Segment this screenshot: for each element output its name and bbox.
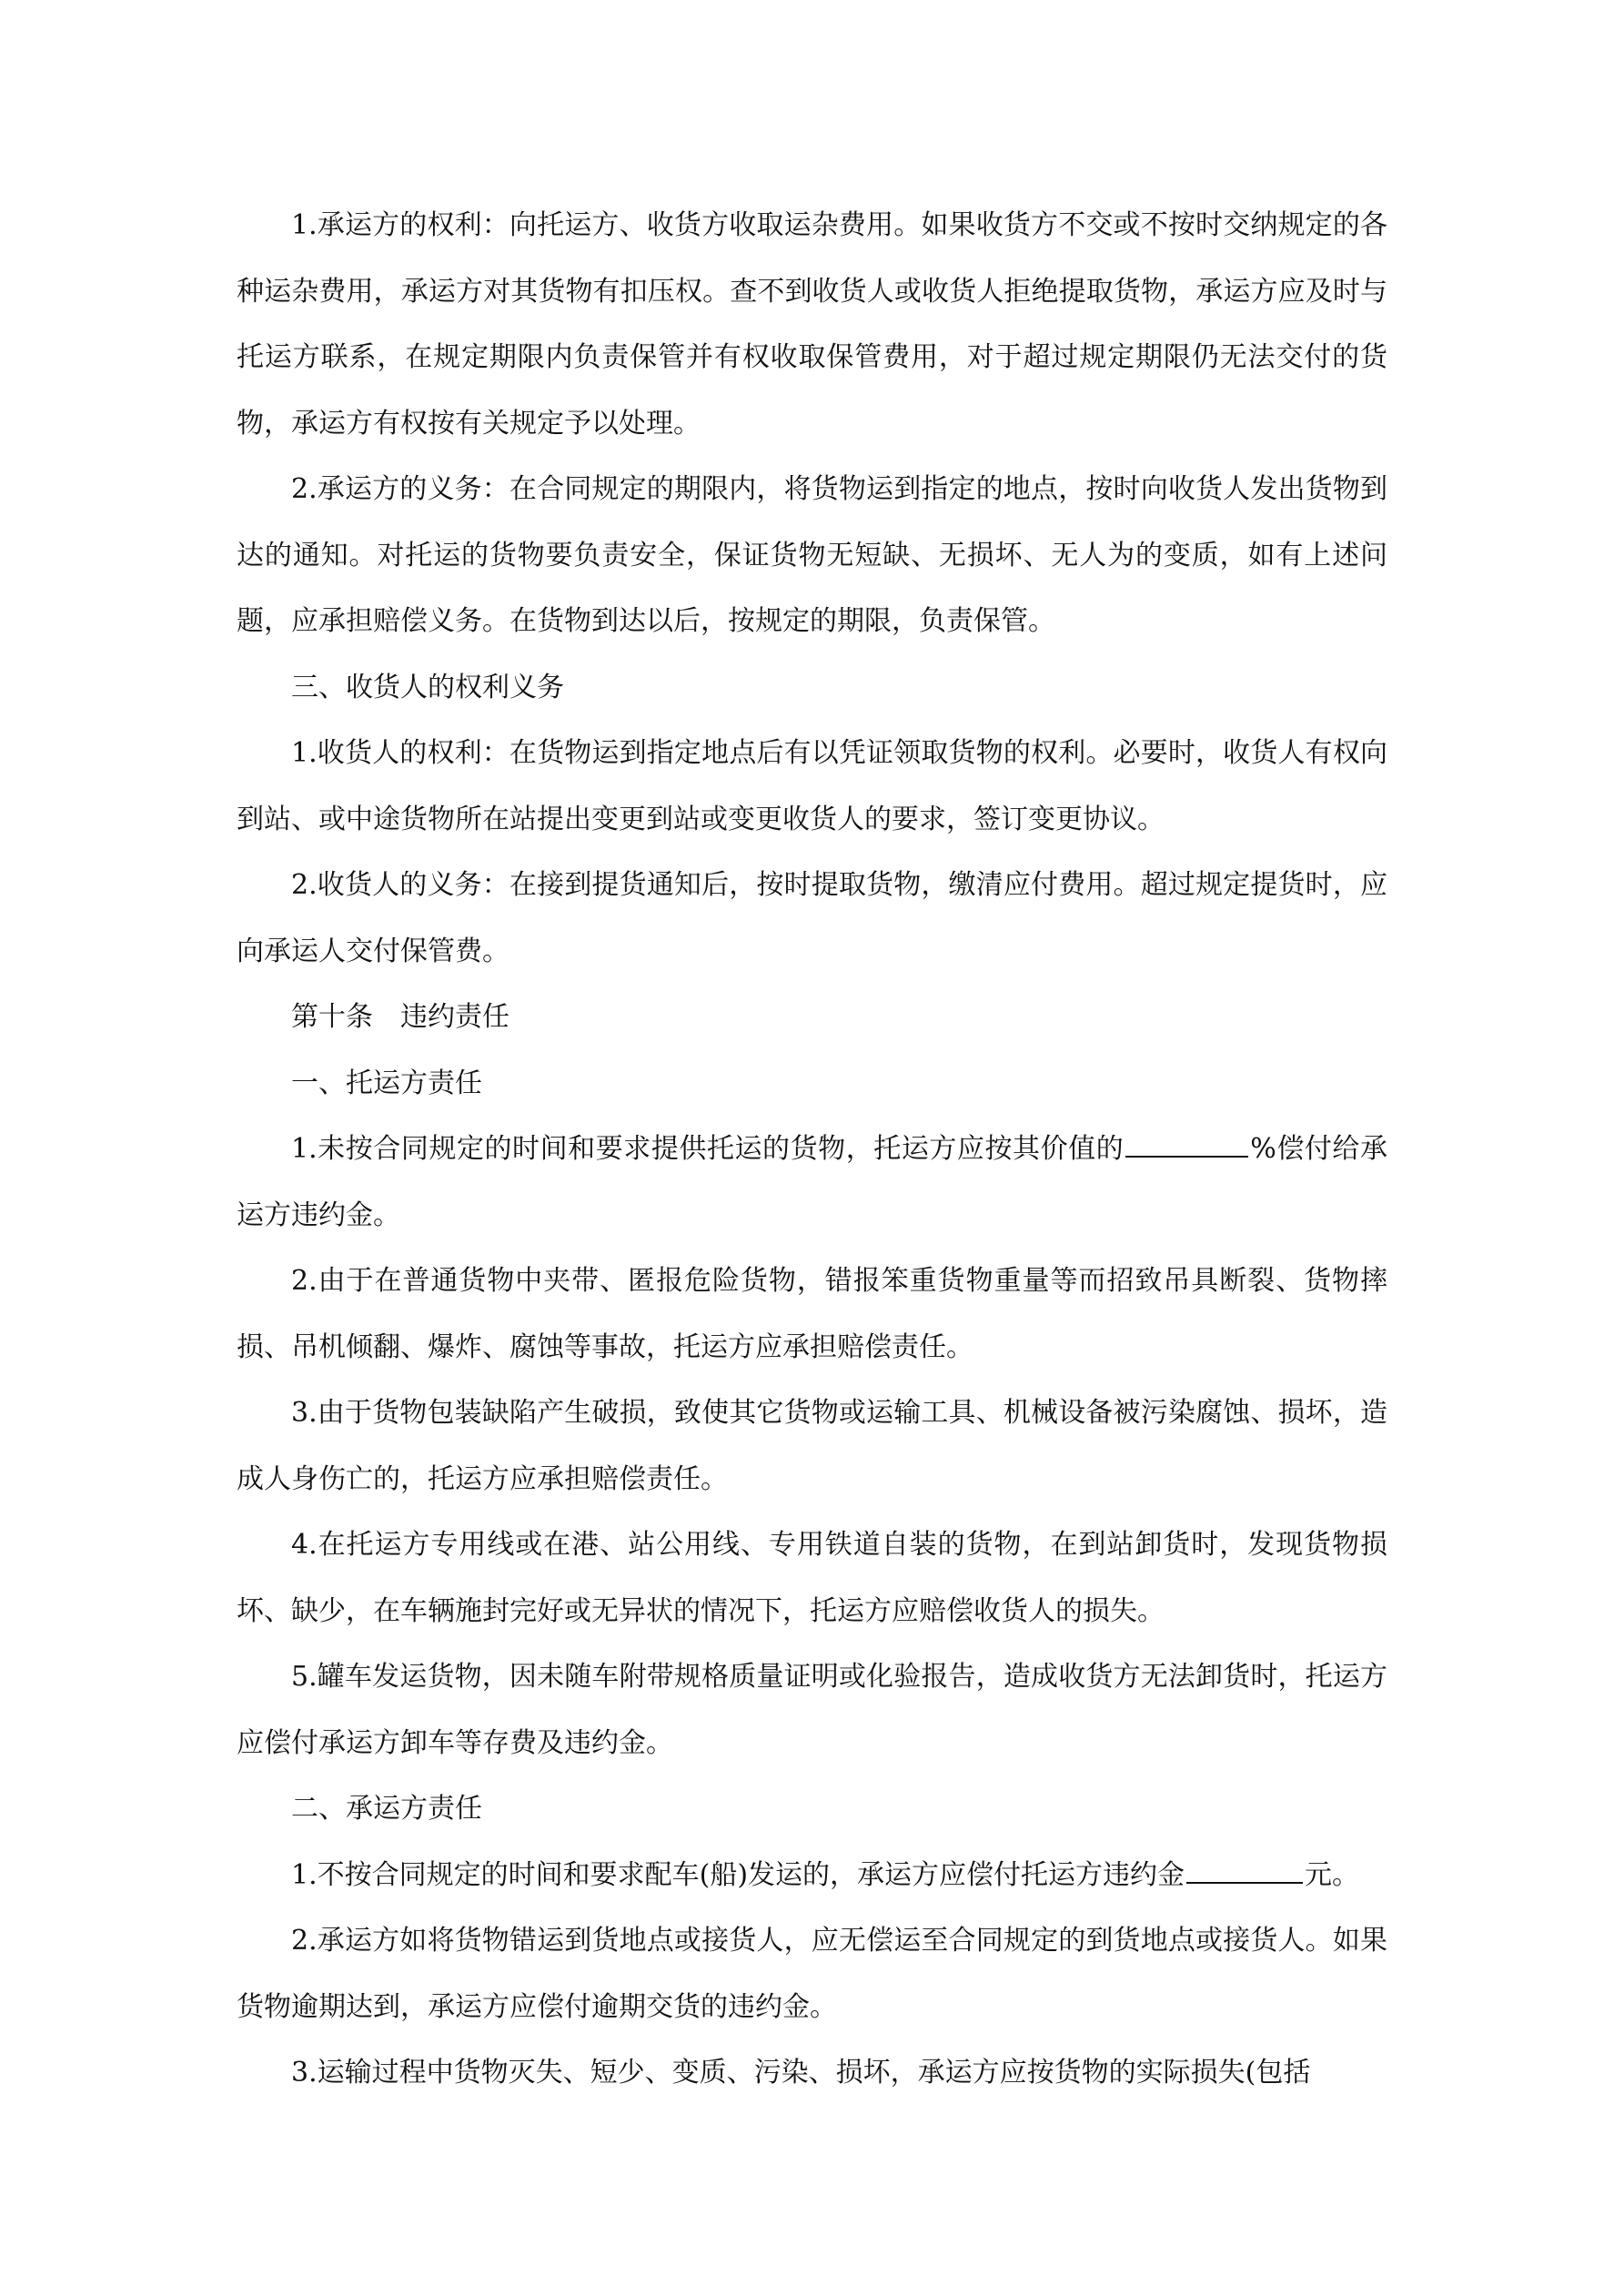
- carrier-item1-text-after: 元。: [1305, 1858, 1360, 1891]
- paragraph-shipper-item5: 5.罐车发运货物，因未随车附带规格质量证明或化验报告，造成收货方无法卸货时，托运方应偿付承运方卸车等存费及违约金。: [237, 1661, 1387, 1759]
- heading-article-ten: 第十条 违约责任: [291, 1001, 509, 1033]
- paragraph-shipper-item3: 3.由于货物包装缺陷产生破损，致使其它货物或运输工具、机械设备被污染腐蚀、损坏，造成人身伤亡的，托运方应承担赔偿责任。: [237, 1397, 1387, 1495]
- document-body: [237, 193, 1387, 2107]
- paragraph-carrier-rights: 1.承运方的权利：向托运方、收货方收取运杂费用。如果收货方不交或不按时交纳规定的各种运杂费用，承运方对其货物有扣压权。查不到收货人或收货人拒绝提取货物，承运方应及时与托运方联系，在规定期限内负责保管并有权收取保管费用，对于超过规定期限仍无法交付的货物，承运方有权按有关规定予以处理。: [237, 209, 1387, 440]
- paragraph-consignee-duties: 2.收货人的义务：在接到提货通知后，按时提取货物，缴清应付费用。超过规定提货时，应向承运人交付保管费。: [237, 869, 1387, 967]
- fill-in-blank-percent[interactable]: [1125, 1128, 1248, 1158]
- paragraph-shipper-item1: [237, 1117, 1387, 1249]
- paragraph-shipper-item4: 4.在托运方专用线或在港、站公用线、专用铁道自装的货物，在到站卸货时，发现货物损坏、缺少，在车辆施封完好或无异状的情况下，托运方应赔偿收货人的损失。: [237, 1529, 1387, 1627]
- paragraph-carrier-item3: 3.运输过程中货物灭失、短少、变质、污染、损坏，承运方应按货物的实际损失(包括: [291, 2057, 1311, 2089]
- paragraph-shipper-item2: 2.由于在普通货物中夹带、匿报危险货物，错报笨重货物重量等而招致吊具断裂、货物摔损、吊机倾翻、爆炸、腐蚀等事故，托运方应承担赔偿责任。: [237, 1265, 1387, 1363]
- carrier-item1-text-before: 1.不按合同规定的时间和要求配车(船)发运的，承运方应偿付托运方违约金: [291, 1858, 1185, 1891]
- heading-consignee-rights-duties: 三、收货人的权利义务: [291, 671, 564, 703]
- paragraph-carrier-item1: [237, 1843, 1387, 1909]
- paragraph-consignee-rights: 1.收货人的权利：在货物运到指定地点后有以凭证领取货物的权利。必要时，收货人有权向到站、或中途货物所在站提出变更到站或变更收货人的要求，签订变更协议。: [237, 737, 1387, 835]
- paragraph-carrier-duties: 2.承运方的义务：在合同规定的期限内，将货物运到指定的地点，按时向收货人发出货物到达的通知。对托运的货物要负责安全，保证货物无短缺、无损坏、无人为的变质，如有上述问题，应承担赔偿义务。在货物到达以后，按规定的期限，负责保管。: [237, 473, 1387, 637]
- heading-carrier-liability: 二、承运方责任: [291, 1793, 482, 1825]
- paragraph-carrier-item2: 2.承运方如将货物错运到货地点或接货人，应无偿运至合同规定的到货地点或接货人。如果货物逾期达到，承运方应偿付逾期交货的违约金。: [237, 1925, 1387, 2023]
- fill-in-blank-amount[interactable]: [1186, 1855, 1303, 1884]
- heading-shipper-liability: 一、托运方责任: [291, 1067, 482, 1099]
- shipper-item1-text-before: 1.未按合同规定的时间和要求提供托运的货物，托运方应按其价值的: [291, 1133, 1125, 1165]
- shipper-item1-text-after: %偿付给承运方违约金。: [237, 1133, 1387, 1231]
